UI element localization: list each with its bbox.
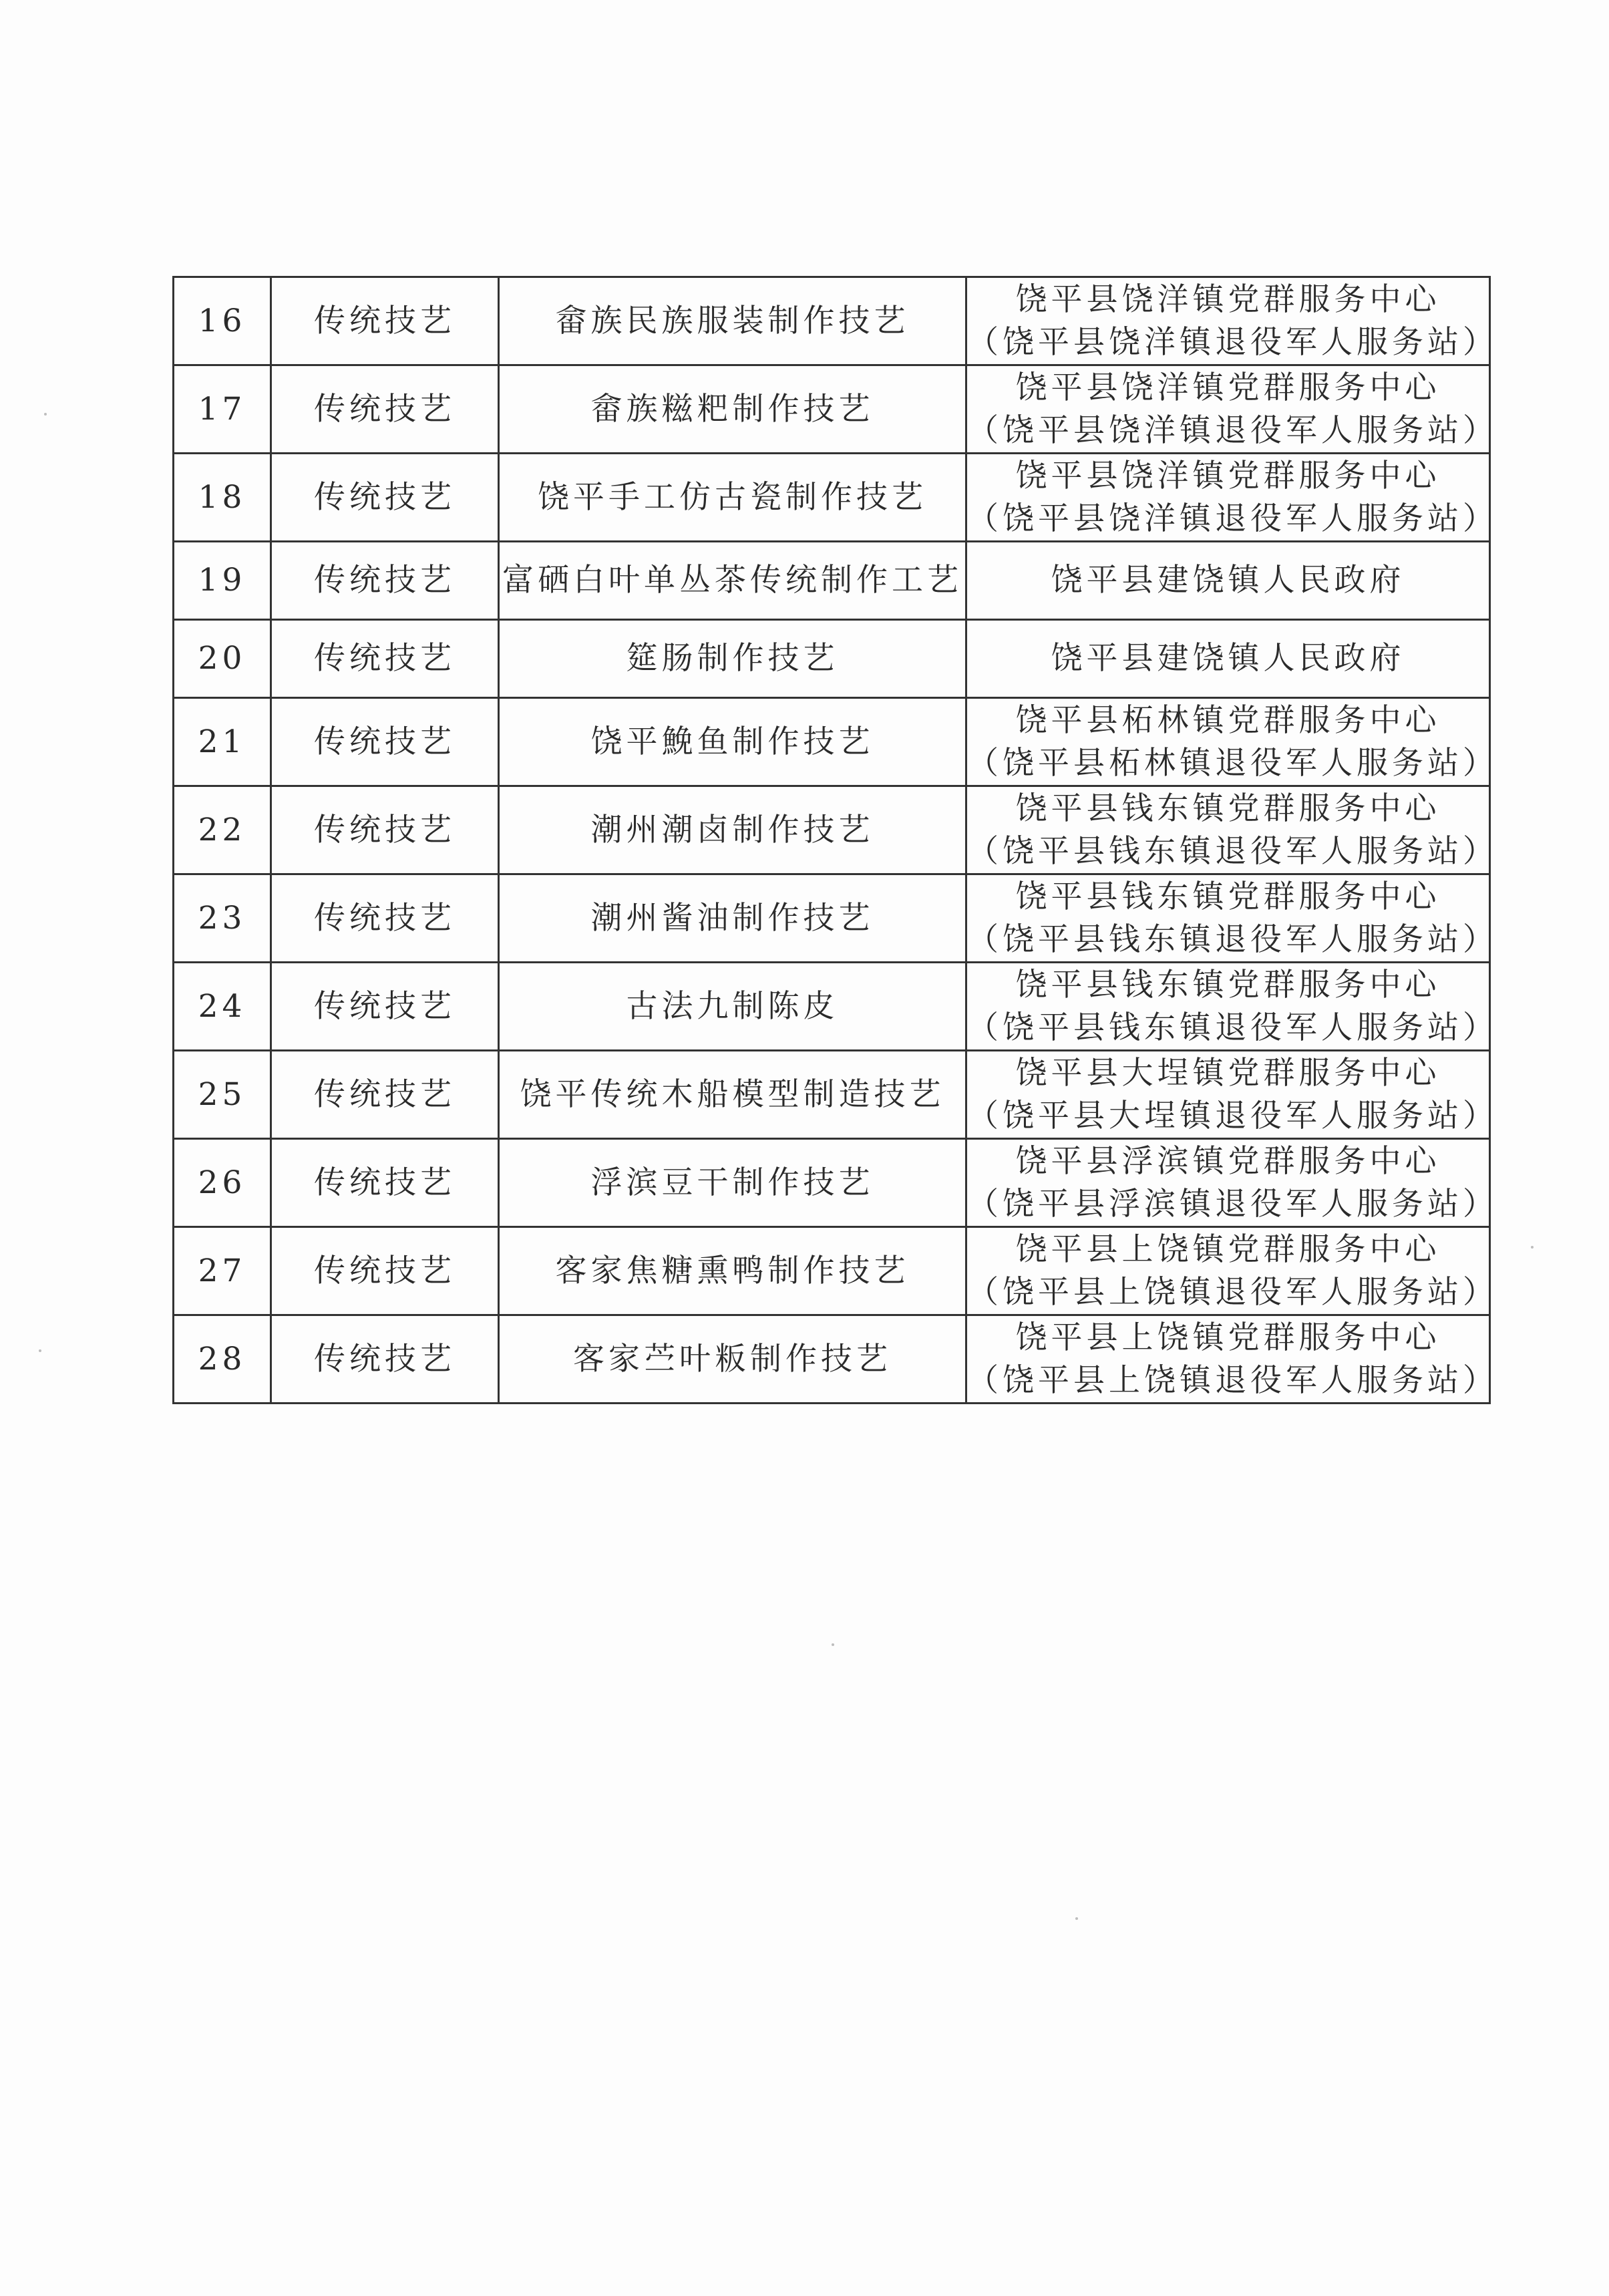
protection-unit-line: （饶平县钱东镇退役军人服务站）: [967, 921, 1498, 958]
category-cell: 传统技艺: [271, 620, 499, 698]
category-cell: 传统技艺: [271, 365, 499, 454]
category-cell: 传统技艺: [271, 1227, 499, 1315]
category-cell: 传统技艺: [271, 786, 499, 874]
protection-unit-line: （饶平县钱东镇退役军人服务站）: [967, 1009, 1498, 1046]
project-name-cell: 畲族糍粑制作技艺: [499, 365, 966, 454]
table-row: [174, 786, 1490, 874]
protection-unit-line: 饶平县柘林镇党群服务中心: [1015, 701, 1441, 739]
protection-unit-cell: [966, 277, 1498, 365]
protection-unit-line: 饶平县饶洋镇党群服务中心: [1015, 281, 1441, 318]
table-row: [174, 874, 1490, 963]
protection-unit-line: 饶平县上饶镇党群服务中心: [1015, 1231, 1441, 1268]
table-row: [174, 542, 1490, 620]
table-row: [174, 454, 1490, 542]
row-number-cell: 28: [174, 1315, 271, 1404]
row-number-cell: 19: [174, 542, 271, 620]
scan-speck: [1531, 1246, 1534, 1249]
protection-unit-line: （饶平县上饶镇退役军人服务站）: [967, 1273, 1498, 1311]
row-number-cell: 18: [174, 454, 271, 542]
row-number-cell: 21: [174, 698, 271, 786]
table-row: [174, 620, 1490, 698]
category-cell: 传统技艺: [271, 1315, 499, 1404]
table-row: [174, 1227, 1490, 1315]
row-number-cell: 24: [174, 963, 271, 1051]
project-name-cell: 筵肠制作技艺: [499, 620, 966, 698]
protection-unit-line: （饶平县上饶镇退役军人服务站）: [967, 1361, 1498, 1399]
protection-unit-line: 饶平县上饶镇党群服务中心: [1015, 1319, 1441, 1356]
protection-unit-line: 饶平县建饶镇人民政府: [1051, 640, 1405, 677]
protection-unit-cell: [966, 786, 1498, 874]
table-row: [174, 365, 1490, 454]
protection-unit-line: 饶平县浮滨镇党群服务中心: [1015, 1142, 1441, 1180]
scan-speck: [1075, 1917, 1078, 1920]
table-row: [174, 1139, 1490, 1227]
protection-unit-line: （饶平县饶洋镇退役军人服务站）: [967, 412, 1498, 449]
protection-unit-line: （饶平县钱东镇退役军人服务站）: [967, 832, 1498, 870]
table-row: [174, 1315, 1490, 1404]
protection-unit-cell: [966, 620, 1490, 698]
row-number-cell: 16: [174, 277, 271, 365]
project-name-cell: 潮州酱油制作技艺: [499, 874, 966, 963]
protection-unit-cell: [966, 542, 1490, 620]
scan-speck: [39, 1349, 41, 1352]
category-cell: 传统技艺: [271, 963, 499, 1051]
table-row: [174, 698, 1490, 786]
protection-unit-line: 饶平县钱东镇党群服务中心: [1015, 790, 1441, 827]
category-cell: 传统技艺: [271, 874, 499, 963]
category-cell: 传统技艺: [271, 277, 499, 365]
protection-unit-cell: [966, 454, 1498, 542]
protection-unit-cell: [966, 365, 1498, 454]
category-cell: 传统技艺: [271, 542, 499, 620]
table-row: [174, 963, 1490, 1051]
protection-unit-line: （饶平县柘林镇退役军人服务站）: [967, 744, 1498, 782]
protection-unit-line: （饶平县浮滨镇退役军人服务站）: [967, 1185, 1498, 1222]
protection-unit-line: 饶平县钱东镇党群服务中心: [1015, 878, 1441, 915]
project-name-cell: 潮州潮卤制作技艺: [499, 786, 966, 874]
category-cell: 传统技艺: [271, 454, 499, 542]
protection-unit-cell: [966, 1051, 1498, 1139]
row-number-cell: 23: [174, 874, 271, 963]
row-number-cell: 20: [174, 620, 271, 698]
protection-unit-cell: [966, 963, 1498, 1051]
protection-unit-cell: [966, 1315, 1498, 1404]
protection-unit-cell: [966, 874, 1498, 963]
table-row: [174, 277, 1490, 365]
project-name-cell: 浮滨豆干制作技艺: [499, 1139, 966, 1227]
project-name-cell: 客家焦糖熏鸭制作技艺: [499, 1227, 966, 1315]
heritage-list-table: [172, 276, 1498, 1404]
protection-unit-line: 饶平县建饶镇人民政府: [1051, 562, 1405, 599]
project-name-cell: 饶平手工仿古瓷制作技艺: [499, 454, 966, 542]
project-name-cell: 富硒白叶单丛茶传统制作工艺: [499, 542, 966, 620]
project-name-cell: 客家苎叶粄制作技艺: [499, 1315, 966, 1404]
protection-unit-line: 饶平县大埕镇党群服务中心: [1015, 1054, 1441, 1092]
protection-unit-line: （饶平县大埕镇退役军人服务站）: [967, 1097, 1498, 1134]
category-cell: 传统技艺: [271, 1051, 499, 1139]
project-name-cell: 畲族民族服装制作技艺: [499, 277, 966, 365]
protection-unit-cell: [966, 1227, 1498, 1315]
protection-unit-line: （饶平县饶洋镇退役军人服务站）: [967, 323, 1498, 361]
protection-unit-line: （饶平县饶洋镇退役军人服务站）: [967, 500, 1498, 537]
category-cell: 传统技艺: [271, 1139, 499, 1227]
protection-unit-cell: [966, 698, 1498, 786]
row-number-cell: 25: [174, 1051, 271, 1139]
protection-unit-line: 饶平县钱东镇党群服务中心: [1015, 966, 1441, 1003]
project-name-cell: 古法九制陈皮: [499, 963, 966, 1051]
project-name-cell: 饶平鮸鱼制作技艺: [499, 698, 966, 786]
protection-unit-cell: [966, 1139, 1498, 1227]
protection-unit-line: 饶平县饶洋镇党群服务中心: [1015, 369, 1441, 406]
project-name-cell: 饶平传统木船模型制造技艺: [499, 1051, 966, 1139]
table-body: [174, 277, 1498, 1404]
row-number-cell: 22: [174, 786, 271, 874]
table-row: [174, 1051, 1490, 1139]
scan-speck: [832, 1643, 834, 1646]
row-number-cell: 27: [174, 1227, 271, 1315]
row-number-cell: 17: [174, 365, 271, 454]
scan-speck: [44, 413, 47, 416]
row-number-cell: 26: [174, 1139, 271, 1227]
category-cell: 传统技艺: [271, 698, 499, 786]
protection-unit-line: 饶平县饶洋镇党群服务中心: [1015, 457, 1441, 494]
